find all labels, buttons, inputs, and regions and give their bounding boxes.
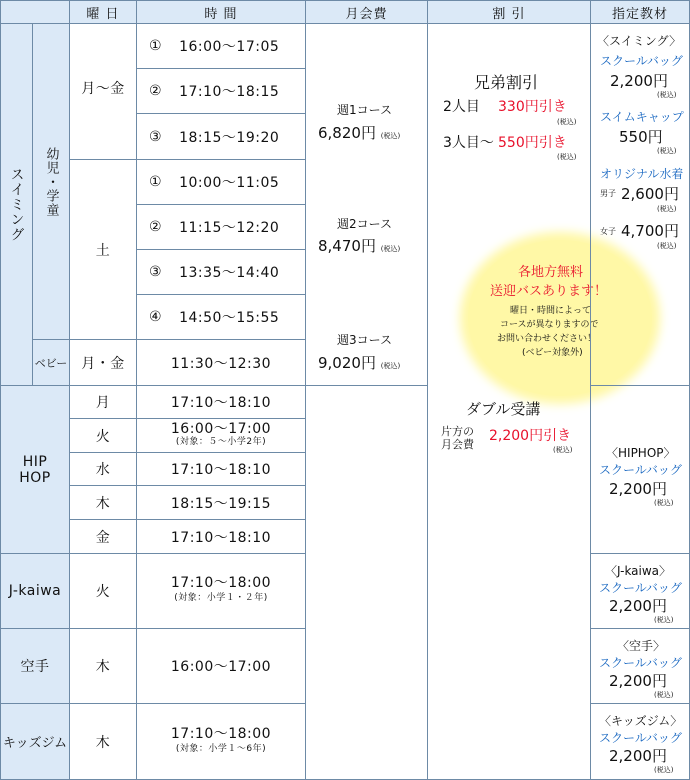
swim-mat-female: 女子 xyxy=(600,227,616,236)
hiphop-time: 17:10～18:10 xyxy=(136,385,306,419)
fee-price: 8,470円 xyxy=(318,237,376,255)
swim-mat-suit: オリジナル水着 xyxy=(600,167,684,181)
sibling-third-tax: (税込) xyxy=(557,153,577,161)
jkaiwa-time: 17:10～18:00 xyxy=(170,575,272,591)
time-value: 13:35～14:40 xyxy=(179,265,280,281)
hiphop-day: 金 xyxy=(69,519,137,554)
fee-tax: (税込) xyxy=(380,245,401,253)
hiphop-time: 16:00～17:00 xyxy=(170,420,272,437)
swim-mat-tax: (税込) xyxy=(657,91,677,99)
hiphop-mat-title: 〈HIPHOP〉 xyxy=(606,446,676,460)
swim-mat-tax: (税込) xyxy=(657,205,677,213)
fee-blank xyxy=(305,385,428,780)
header-jikan: 時 間 xyxy=(136,0,306,24)
hiphop-time: 17:10～18:10 xyxy=(136,452,306,486)
kidsgym-mat-title: 〈キッズジム〉 xyxy=(599,714,683,728)
time-row xyxy=(136,113,306,160)
hiphop-time: 18:15～19:15 xyxy=(136,485,306,520)
jkaiwa-mat-price: 2,200円 xyxy=(609,597,667,615)
time-value: 14:50～15:55 xyxy=(179,310,280,326)
karate-mat-price: 2,200円 xyxy=(609,672,667,690)
youji-label: 幼児・学童 xyxy=(43,146,59,217)
time-mark: ① xyxy=(149,38,163,54)
fee-price: 6,820円 xyxy=(318,124,376,142)
kidsgym-time: 17:10～18:00 xyxy=(170,725,272,742)
time-mark: ② xyxy=(149,83,163,99)
day-baby: 月・金 xyxy=(69,339,137,386)
karate-mat-tax: (税込) xyxy=(654,691,674,699)
jkaiwa-note: (対象：小学１・２年) xyxy=(174,593,268,603)
time-mark: ③ xyxy=(149,264,163,280)
hiphop-mat-tax: (税込) xyxy=(654,499,674,507)
fee-tax: (税込) xyxy=(380,132,401,140)
bus-line2: 送迎バスあります！ xyxy=(490,284,608,299)
hiphop-label1: HIP xyxy=(22,453,48,470)
hiphop-day: 月 xyxy=(69,385,137,419)
double-label1: 片方の xyxy=(441,425,474,438)
fee-price-row xyxy=(318,352,400,373)
header-shiteikyouzai: 指定教材 xyxy=(590,0,690,24)
karate-mat-title: 〈空手〉 xyxy=(617,639,666,653)
bus-line1: 各地方無料 xyxy=(518,265,584,280)
hiphop-time-cell xyxy=(136,418,306,453)
time-value: 10:00～11:05 xyxy=(179,175,280,191)
time-value: 17:10～18:15 xyxy=(179,84,280,100)
swimming-label-cell xyxy=(0,23,33,386)
karate-day: 木 xyxy=(69,628,137,704)
swim-mat-tax: (税込) xyxy=(657,242,677,250)
swim-mat-cap-price: 550円 xyxy=(619,128,663,146)
sibling-second-label: 2人目 xyxy=(443,99,480,115)
fee-course: 週3コース xyxy=(337,333,393,347)
bus-line4: コースが異なりますので xyxy=(500,320,599,330)
baby-label: ベビー xyxy=(34,356,68,370)
sibling-second-tax: (税込) xyxy=(557,118,577,126)
time-value: 16:00～17:05 xyxy=(179,39,280,55)
fee-price-row xyxy=(318,235,400,256)
swim-mat-cap: スイムキャップ xyxy=(600,110,684,124)
double-tax: (税込) xyxy=(553,446,573,454)
fee-course: 週1コース xyxy=(337,103,393,117)
karate-mat-bag: スクールバッグ xyxy=(599,656,682,670)
sibling-third-value: 550円引き xyxy=(498,135,567,151)
kidsgym-mat-tax: (税込) xyxy=(654,766,674,774)
time-baby: 11:30～12:30 xyxy=(136,339,306,386)
kidsgym-label: キッズジム xyxy=(0,703,70,780)
jkaiwa-mat-bag: スクールバッグ xyxy=(599,581,682,595)
hiphop-day: 木 xyxy=(69,485,137,520)
karate-time: 16:00～17:00 xyxy=(136,628,306,704)
swim-mat-male-price: 2,600円 xyxy=(621,185,679,203)
hiphop-time: 17:10～18:10 xyxy=(136,519,306,554)
bus-line6: (ベビー対象外) xyxy=(522,348,583,358)
kidsgym-mat-price: 2,200円 xyxy=(609,747,667,765)
day-sat: 土 xyxy=(69,159,137,340)
time-row xyxy=(136,23,306,69)
swim-mat-tax: (税込) xyxy=(657,147,677,155)
swim-mat-bag-price: 2,200円 xyxy=(610,72,668,90)
sibling-title: 兄弟割引 xyxy=(474,73,539,92)
swim-mat-title: 〈スイミング〉 xyxy=(597,34,682,48)
jkaiwa-day: 火 xyxy=(69,553,137,629)
sibling-third-label: 3人目～ xyxy=(443,135,494,151)
kidsgym-day: 木 xyxy=(69,703,137,780)
double-value: 2,200円引き xyxy=(489,428,572,444)
time-row xyxy=(136,249,306,295)
time-mark: ③ xyxy=(149,128,163,145)
swimming-label: スイミング xyxy=(8,167,25,242)
time-mark: ② xyxy=(149,219,163,235)
time-mark: ① xyxy=(149,174,163,190)
header-blank xyxy=(0,0,70,24)
double-label2: 月会費 xyxy=(441,438,474,451)
jkaiwa-mat-title: 〈J-kaiwa〉 xyxy=(605,564,672,578)
time-value: 18:15～19:20 xyxy=(179,129,280,146)
hiphop-mat-price: 2,200円 xyxy=(609,480,667,498)
bus-line5: お問い合わせください！ xyxy=(497,334,597,344)
swim-mat-bag: スクールバッグ xyxy=(600,54,683,68)
jkaiwa-time-cell xyxy=(136,553,306,629)
kidsgym-mat-bag: スクールバッグ xyxy=(599,731,682,745)
sibling-second-value: 330円引き xyxy=(498,99,567,115)
fee-course: 週2コース xyxy=(337,217,393,231)
time-row xyxy=(136,204,306,250)
youji-label-cell xyxy=(32,23,70,340)
swim-mat-male: 男子 xyxy=(600,189,616,198)
baby-label-cell xyxy=(32,339,70,386)
kidsgym-note: (対象：小学１～6年) xyxy=(175,743,267,754)
kidsgym-time-cell xyxy=(136,703,306,780)
time-mark: ④ xyxy=(149,309,163,325)
header-waribiki: 割 引 xyxy=(427,0,591,24)
hiphop-mat-bag: スクールバッグ xyxy=(599,463,682,477)
hiphop-day: 火 xyxy=(69,418,137,453)
jkaiwa-mat-tax: (税込) xyxy=(654,616,674,624)
fee-price: 9,020円 xyxy=(318,354,376,372)
hiphop-day: 水 xyxy=(69,452,137,486)
fee-price-row xyxy=(318,122,400,143)
time-value: 11:15～12:20 xyxy=(179,220,280,236)
hiphop-label-cell xyxy=(0,385,70,554)
fee-tax: (税込) xyxy=(380,362,401,370)
hiphop-note: (対象：５～小学2年) xyxy=(175,436,267,447)
double-title: ダブル受講 xyxy=(466,400,541,418)
header-gekkaihi: 月会費 xyxy=(305,0,428,24)
hiphop-label2: HOP xyxy=(19,469,51,486)
day-mon-fri: 月～金 xyxy=(69,23,137,160)
time-row xyxy=(136,159,306,205)
bus-line3: 曜日・時間によって xyxy=(510,306,592,316)
time-row xyxy=(136,68,306,114)
karate-label: 空手 xyxy=(0,628,70,704)
header-youbi: 曜 日 xyxy=(69,0,137,24)
swim-mat-female-price: 4,700円 xyxy=(621,222,679,240)
time-row xyxy=(136,294,306,340)
jkaiwa-label: J-kaiwa xyxy=(0,553,70,629)
